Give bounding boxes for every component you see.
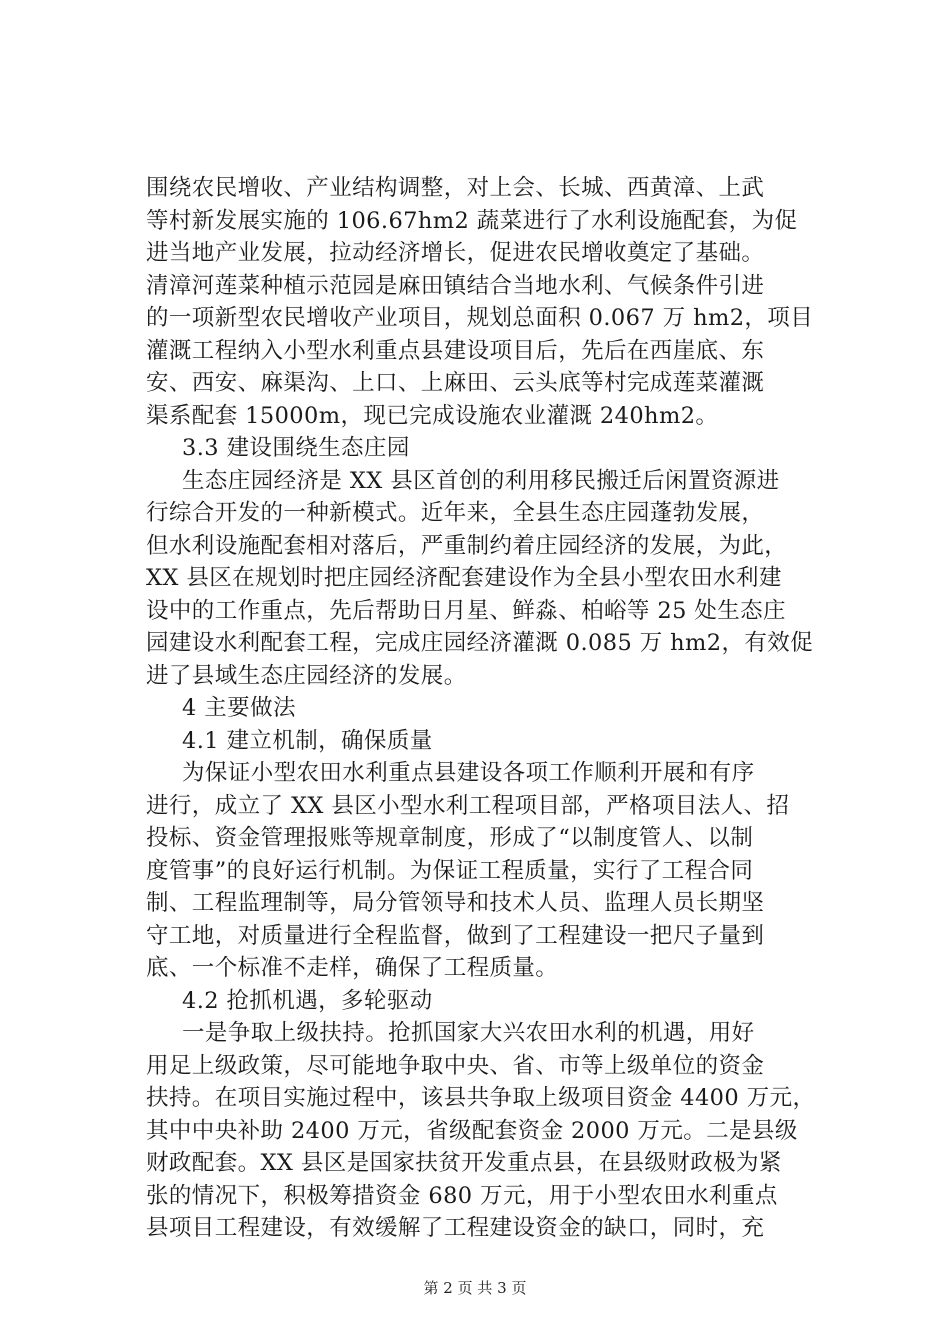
text-line: 其中中央补助 2400 万元，省级配套资金 2000 万元。二是县级	[146, 1117, 798, 1144]
text-line: 财政配套。XX 县区是国家扶贫开发重点县，在县级财政极为紧	[146, 1150, 782, 1176]
text-line: 的一项新型农民增收产业项目，规划总面积 0.067 万 hm2，项目	[146, 305, 814, 331]
text-line: 县项目工程建设，有效缓解了工程建设资金的缺口，同时，充	[146, 1215, 765, 1241]
text-line: 清漳河莲菜种植示范园是麻田镇结合当地水利、气候条件引进	[146, 272, 765, 299]
text-line: 进当地产业发展，拉动经济增长，促进农民增收奠定了基础。	[146, 240, 765, 266]
paragraph-start: 生态庄园经济是 XX 县区首创的利用移民搬迁后闲置资源进	[182, 467, 780, 494]
paragraph-start: 为保证小型农田水利重点县建设各项工作顺利开展和有序	[182, 760, 755, 786]
text-line: 用足上级政策，尽可能地争取中央、省、市等上级单位的资金	[146, 1052, 765, 1079]
page-number-footer: 第 2 页 共 3 页	[423, 1279, 527, 1297]
section-heading-4-1: 4.1 建立机制，确保质量	[182, 727, 433, 754]
text-line: 等村新发展实施的 106.67hm2 蔬菜进行了水利设施配套，为促	[146, 207, 798, 234]
section-heading-4-2: 4.2 抢抓机遇，多轮驱动	[182, 987, 433, 1014]
text-line: 进了县域生态庄园经济的发展。	[146, 662, 467, 689]
text-line: 设中的工作重点，先后帮助日月星、鲜淼、柏峪等 25 处生态庄	[146, 597, 786, 624]
text-line: 制、工程监理制等，局分管领导和技术人员、监理人员长期坚	[146, 890, 765, 916]
text-line: 行综合开发的一种新模式。近年来，全县生态庄园蓬勃发展，	[146, 500, 765, 526]
section-heading-4: 4 主要做法	[182, 695, 296, 721]
text-line: XX 县区在规划时把庄园经济配套建设作为全县小型农田水利建	[146, 565, 782, 591]
text-line: 张的情况下，积极筹措资金 680 万元，用于小型农田水利重点	[146, 1182, 778, 1209]
text-line: 灌溉工程纳入小型水利重点县建设项目后，先后在西崖底、东	[146, 337, 765, 364]
text-line: 底、一个标准不走样，确保了工程质量。	[146, 955, 559, 981]
text-line: 度管事”的良好运行机制。为保证工程质量，实行了工程合同	[146, 857, 754, 884]
text-line: 投标、资金管理报账等规章制度，形成了“以制度管人、以制	[146, 825, 754, 851]
text-line: 围绕农民增收、产业结构调整，对上会、长城、西黄漳、上武	[146, 175, 765, 201]
document-body	[146, 172, 836, 1245]
text-line: 扶持。在项目实施过程中，该县共争取上级项目资金 4400 万元，	[146, 1085, 816, 1111]
text-line: 守工地，对质量进行全程监督，做到了工程建设一把尺子量到	[146, 922, 765, 949]
text-line: 安、西安、麻渠沟、上口、上麻田、云头底等村完成莲菜灌溉	[146, 370, 765, 396]
text-line: 渠系配套 15000m，现已完成设施农业灌溉 240hm2。	[146, 402, 719, 429]
paragraph-start: 一是争取上级扶持。抢抓国家大兴农田水利的机遇，用好	[182, 1020, 755, 1046]
text-line: 进行，成立了 XX 县区小型水利工程项目部，严格项目法人、招	[146, 792, 790, 819]
section-heading-3-3: 3.3 建设围绕生态庄园	[182, 435, 410, 461]
text-line: 园建设水利配套工程，完成庄园经济灌溉 0.085 万 hm2，有效促	[146, 630, 814, 656]
text-line: 但水利设施配套相对落后，严重制约着庄园经济的发展，为此，	[146, 532, 788, 559]
